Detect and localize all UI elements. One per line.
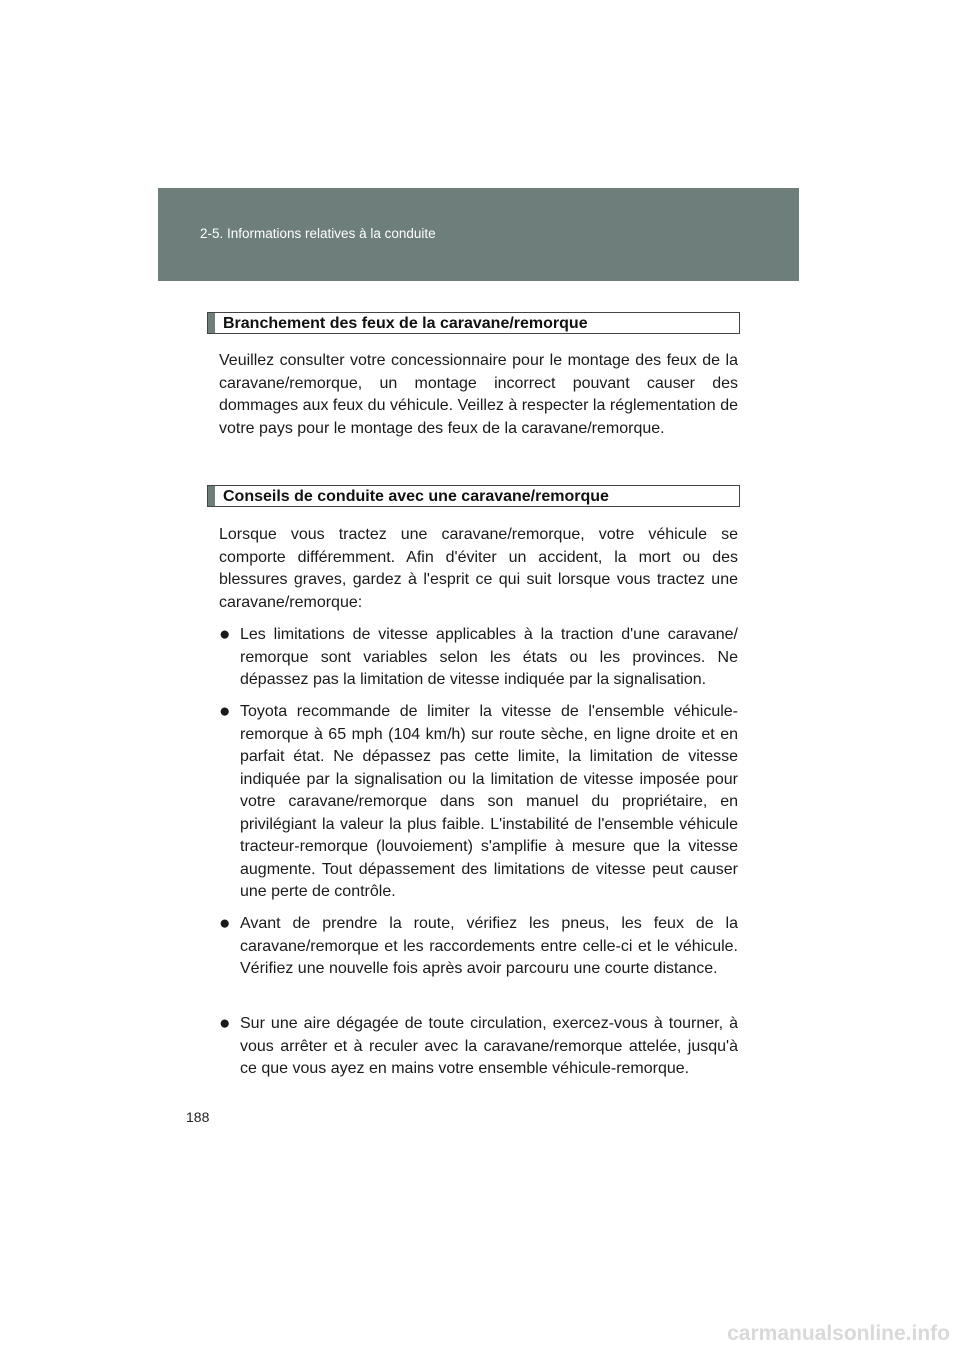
list-item-text: Les limitations de vitesse applicables à la traction d'une caravane/ remorque sont variables selon les états ou les provinces. Ne dépassez pas la limitation de vitesse indiquée par la signalisation.	[240, 626, 738, 688]
list-item-text: Toyota recommande de limiter la vitesse de l'ensemble véhicule-remorque à 65 mph (104 km/h) sur route sèche, en ligne droite et en parfait état. Ne dépassez pas cette limite, la limitation de vitesse indiquée par la signalisation ou la limitation de vitesse imposée pour votre caravane/remorque dans son manuel du propriétaire, en privilégiant la valeur la plus faible. L'instabilité de l'ensemble véhicule tracteur-remorque (louvoiement) s'amplifie à mesure que la vitesse augmente. Tout dépassement des limitations de vitesse peut causer une perte de contrôle.	[240, 703, 738, 900]
bullet-dot-icon: ●	[219, 701, 231, 722]
section-heading-driving-tips	[207, 485, 740, 507]
list-item-text: Sur une aire dégagée de toute circulation, exercez-vous à tourner, à vous arrêter et à reculer avec la caravane/remorque attelée, jusqu'à ce que vous ayez en mains votre ensemble véhicule-remorque.	[240, 1015, 738, 1077]
bullet-dot-icon: ●	[219, 913, 231, 934]
list-item	[219, 624, 738, 692]
heading-accent-bar	[208, 486, 215, 506]
page-number: 188	[186, 1109, 210, 1125]
driving-tips-intro-paragraph: Lorsque vous tractez une caravane/remorque, votre véhicule se comporte différemment. Afin d'éviter un accident, la mort ou des blessures graves, gardez à l'esprit ce qui suit lorsque vous tractez une caravane/remorque:	[219, 526, 738, 611]
list-item	[219, 1013, 738, 1081]
section-heading-text: Conseils de conduite avec une caravane/remorque	[223, 488, 609, 505]
heading-accent-bar	[208, 313, 215, 333]
section-heading-trailer-lights	[207, 312, 740, 334]
list-item-text: Avant de prendre la route, vérifiez les pneus, les feux de la caravane/remorque et les raccordements entre celle-ci et le véhicule. Vérifiez une nouvelle fois après avoir parcouru une courte distance.	[240, 915, 738, 977]
bullet-dot-icon: ●	[219, 1013, 231, 1034]
chapter-header-band	[158, 188, 799, 281]
section-breadcrumb: 2-5. Informations relatives à la conduite	[200, 226, 436, 241]
watermark: carmanualsonline.info	[727, 1322, 950, 1345]
list-item	[219, 913, 738, 981]
trailer-lights-paragraph: Veuillez consulter votre concessionnaire pour le montage des feux de la caravane/remorque, un montage incorrect pouvant causer des dommages aux feux du véhicule. Veillez à respecter la réglementation de votre pays pour le montage des feux de la caravane/remorque.	[219, 352, 738, 437]
section-heading-text: Branchement des feux de la caravane/remorque	[223, 315, 588, 332]
list-item	[219, 701, 738, 904]
bullet-dot-icon: ●	[219, 624, 231, 645]
